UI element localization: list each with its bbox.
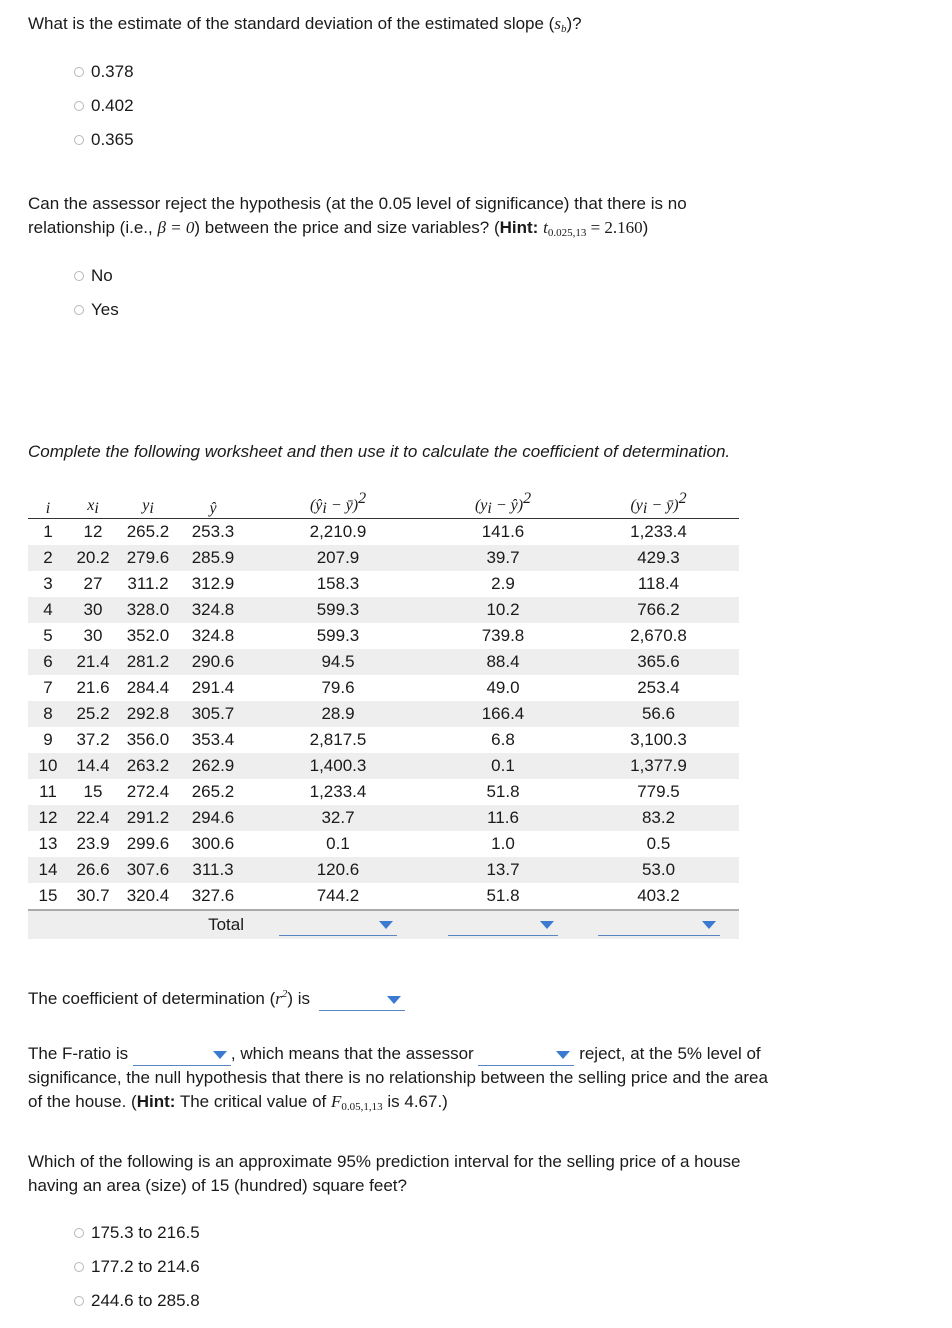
total-ss-value: 429.3 [578, 545, 739, 571]
row-index: 1 [43, 522, 53, 541]
dropdown-arrow-icon [540, 921, 554, 929]
worksheet-row [28, 597, 739, 623]
x-value: 20.2 [68, 545, 118, 571]
beta-expression: β = 0 [157, 218, 195, 237]
error-ss-value: 2.9 [491, 574, 515, 593]
regression-ss-value: 32.7 [248, 805, 428, 831]
radio-button[interactable] [74, 101, 84, 111]
regression-ss-value: 744.2 [316, 886, 360, 905]
error-ss-value: 51.8 [486, 886, 520, 905]
x-value: 15 [83, 782, 103, 801]
r2-dropdown[interactable] [319, 990, 405, 1011]
radio-button[interactable] [74, 271, 84, 281]
x-value: 26.6 [68, 857, 118, 883]
y-value: 352.0 [126, 626, 170, 645]
f-ratio-dropdown[interactable] [133, 1045, 231, 1066]
row-index: 9 [43, 730, 53, 749]
total-error-ss-cell [428, 910, 578, 939]
radio-button[interactable] [74, 1228, 84, 1238]
regression-ss-value: 1,233.4 [309, 782, 367, 801]
total-ss-value: 0.5 [646, 834, 671, 853]
header-i: i [28, 484, 68, 519]
worksheet-row [28, 779, 739, 805]
y-value: 272.4 [126, 782, 170, 801]
header-yhat: ŷ [178, 484, 248, 519]
total-ss-value: 1,377.9 [578, 753, 739, 779]
error-ss-value: 166.4 [428, 701, 578, 727]
yhat-value: 285.9 [178, 545, 248, 571]
x-value: 27 [83, 574, 103, 593]
error-ss-value: 141.6 [481, 522, 525, 541]
q4-option-1[interactable]: 175.3 to 216.5 [74, 1223, 200, 1243]
worksheet-table [28, 484, 739, 939]
y-value: 263.2 [118, 753, 178, 779]
worksheet-row [28, 727, 739, 753]
q1-option-2[interactable]: 0.402 [74, 96, 134, 116]
r-symbol: r [275, 989, 282, 1008]
y-value: 307.6 [118, 857, 178, 883]
question-hypothesis [28, 192, 908, 245]
f-symbol: F [331, 1092, 342, 1111]
x-value: 30.7 [76, 886, 110, 905]
total-total-ss-cell [578, 910, 739, 939]
f-ratio-line2: significance, the null hypothesis that there is no relationship between the selling price and the area [28, 1068, 768, 1087]
yhat-value: 290.6 [178, 649, 248, 675]
row-index: 3 [43, 574, 53, 593]
f-ratio-paragraph [28, 1042, 940, 1119]
row-index: 5 [43, 626, 53, 645]
radio-button[interactable] [74, 305, 84, 315]
q2-text-line1: Can the assessor reject the hypothesis (at the 0.05 level of significance) that there is no [28, 194, 687, 213]
y-value: 279.6 [118, 545, 178, 571]
dropdown-arrow-icon [556, 1051, 570, 1059]
q4-option-2[interactable]: 177.2 to 214.6 [74, 1257, 200, 1277]
header-x: xi [68, 484, 118, 519]
yhat-value: 353.4 [191, 730, 235, 749]
yhat-value: 253.3 [191, 522, 235, 541]
row-index: 12 [28, 805, 68, 831]
header-regression-ss: (ŷi − ȳ)2 [248, 484, 428, 519]
total-ss-value: 56.6 [578, 701, 739, 727]
worksheet-row [28, 545, 739, 571]
regression-ss-value: 94.5 [248, 649, 428, 675]
regression-ss-value: 2,817.5 [309, 730, 367, 749]
q1-option-3[interactable]: 0.365 [74, 130, 134, 150]
regression-ss-value: 2,210.9 [309, 522, 367, 541]
total-ss-value: 118.4 [637, 574, 680, 593]
total-error-ss-dropdown[interactable] [448, 915, 558, 936]
yhat-value: 262.9 [178, 753, 248, 779]
q1-symbol: s [554, 14, 561, 33]
yhat-value: 265.2 [191, 782, 235, 801]
row-index: 7 [43, 678, 53, 697]
error-ss-value: 88.4 [428, 649, 578, 675]
question-prediction-interval: Which of the following is an approximate 95% prediction interval for the selling price of a house having an area (size) of 15 (hundred) square feet? [28, 1152, 741, 1195]
dropdown-arrow-icon [702, 921, 716, 929]
total-ss-value: 3,100.3 [630, 730, 687, 749]
row-index: 2 [28, 545, 68, 571]
yhat-value: 305.7 [178, 701, 248, 727]
x-value: 30 [68, 597, 118, 623]
dropdown-arrow-icon [379, 921, 393, 929]
regression-ss-value: 599.3 [248, 597, 428, 623]
regression-ss-value: 120.6 [248, 857, 428, 883]
dropdown-arrow-icon [213, 1051, 227, 1059]
radio-button[interactable] [74, 67, 84, 77]
x-value: 21.6 [76, 678, 110, 697]
y-value: 356.0 [126, 730, 170, 749]
f-ratio-line3: of the house. (Hint: The critical value of $F_{0.05,1,13}$ is 4.67.) [28, 1092, 448, 1113]
radio-button[interactable] [74, 1296, 84, 1306]
dropdown-arrow-icon [387, 996, 401, 1004]
y-value: 281.2 [118, 649, 178, 675]
yhat-value: 294.6 [178, 805, 248, 831]
regression-ss-value: 28.9 [248, 701, 428, 727]
x-value: 37.2 [76, 730, 110, 749]
worksheet-row [28, 831, 739, 857]
row-index: 8 [28, 701, 68, 727]
worksheet-instruction: Complete the following worksheet and then use it to calculate the coefficient of determination. [28, 442, 731, 461]
question-slope-sd: What is the estimate of the standard deviation of the estimated slope $(s_b)$? [28, 14, 582, 35]
total-ss-value: 253.4 [637, 678, 680, 697]
error-ss-value: 10.2 [428, 597, 578, 623]
x-value: 14.4 [68, 753, 118, 779]
worksheet-row [28, 623, 739, 649]
r2-sentence: The coefficient of determination $(r^2)$ is [28, 982, 405, 1011]
yhat-value: 327.6 [191, 886, 235, 905]
error-ss-value: 49.0 [486, 678, 520, 697]
yhat-value: 324.8 [178, 597, 248, 623]
worksheet-row [28, 675, 739, 701]
total-total-ss-dropdown[interactable] [598, 915, 720, 936]
total-ss-value: 403.2 [637, 886, 680, 905]
regression-ss-value: 0.1 [326, 834, 350, 853]
yhat-value: 300.6 [191, 834, 235, 853]
yhat-value: 324.8 [191, 626, 235, 645]
assessor-decision-dropdown[interactable] [478, 1045, 574, 1066]
total-regression-ss-cell [248, 910, 428, 939]
total-label: Total [28, 910, 248, 939]
regression-ss-value: 158.3 [316, 574, 360, 593]
q4-option-3[interactable]: 244.6 to 285.8 [74, 1291, 200, 1311]
y-value: 291.2 [118, 805, 178, 831]
regression-ss-value: 207.9 [248, 545, 428, 571]
total-ss-value: 1,233.4 [630, 522, 687, 541]
y-value: 284.4 [126, 678, 170, 697]
q1-text: What is the estimate of the standard deviation of the estimated slope ( [28, 14, 555, 33]
error-ss-value: 0.1 [428, 753, 578, 779]
total-ss-value: 2,670.8 [630, 626, 687, 645]
row-index: 15 [38, 886, 58, 905]
x-value: 12 [83, 522, 103, 541]
y-value: 299.6 [126, 834, 170, 853]
radio-button[interactable] [74, 1262, 84, 1272]
q1-option-1[interactable]: 0.378 [74, 62, 134, 82]
header-y: yi [118, 484, 178, 519]
hint-label: Hint: [136, 1092, 176, 1111]
q2-text-line2: relationship (i.e., β = 0) between the price and size variables? (Hint: $t_{0.025,13} = 2.160$) [28, 218, 649, 239]
worksheet-row [28, 571, 739, 597]
header-error-ss: (yi − ŷ)2 [428, 484, 578, 519]
row-index: 4 [28, 597, 68, 623]
hint-label: Hint: [499, 218, 539, 237]
regression-ss-value: 79.6 [321, 678, 355, 697]
worksheet-row [28, 883, 739, 910]
total-regression-ss-dropdown[interactable] [279, 915, 397, 936]
error-ss-value: 1.0 [491, 834, 515, 853]
error-ss-value: 13.7 [428, 857, 578, 883]
row-index: 14 [28, 857, 68, 883]
total-ss-value: 766.2 [578, 597, 739, 623]
worksheet-row [28, 701, 739, 727]
x-value: 25.2 [68, 701, 118, 727]
q2-option-yes[interactable]: Yes [74, 300, 119, 320]
x-value: 21.4 [68, 649, 118, 675]
worksheet-row [28, 857, 739, 883]
yhat-value: 312.9 [191, 574, 235, 593]
error-ss-value: 6.8 [491, 730, 515, 749]
worksheet-row [28, 519, 739, 546]
y-value: 311.2 [127, 574, 169, 593]
worksheet-row [28, 805, 739, 831]
worksheet-header [28, 484, 739, 519]
radio-button[interactable] [74, 135, 84, 145]
error-ss-value: 51.8 [486, 782, 520, 801]
total-ss-value: 83.2 [578, 805, 739, 831]
total-ss-value: 365.6 [578, 649, 739, 675]
yhat-value: 291.4 [191, 678, 235, 697]
worksheet-row [28, 753, 739, 779]
x-value: 23.9 [76, 834, 110, 853]
row-index: 11 [39, 782, 57, 801]
row-index: 13 [38, 834, 58, 853]
total-ss-value: 53.0 [578, 857, 739, 883]
y-value: 292.8 [118, 701, 178, 727]
row-index: 6 [28, 649, 68, 675]
x-value: 22.4 [68, 805, 118, 831]
q2-option-no[interactable]: No [74, 266, 113, 286]
yhat-value: 311.3 [178, 857, 248, 883]
row-index: 10 [28, 753, 68, 779]
y-value: 265.2 [126, 522, 170, 541]
q1-symbol-sub: b [560, 23, 567, 35]
worksheet-row [28, 649, 739, 675]
error-ss-value: 11.6 [428, 805, 578, 831]
regression-ss-value: 1,400.3 [248, 753, 428, 779]
total-ss-value: 779.5 [637, 782, 680, 801]
t-symbol: t [543, 218, 548, 237]
f-ratio-line1: The F-ratio is , which means that the assessor reject, at the 5% level of [28, 1042, 940, 1066]
y-value: 328.0 [118, 597, 178, 623]
error-ss-value: 739.8 [481, 626, 525, 645]
x-value: 30 [83, 626, 103, 645]
regression-ss-value: 599.3 [316, 626, 360, 645]
error-ss-value: 39.7 [428, 545, 578, 571]
y-value: 320.4 [126, 886, 170, 905]
header-total-ss: (yi − ȳ)2 [578, 484, 739, 519]
worksheet-total-row [28, 910, 739, 939]
